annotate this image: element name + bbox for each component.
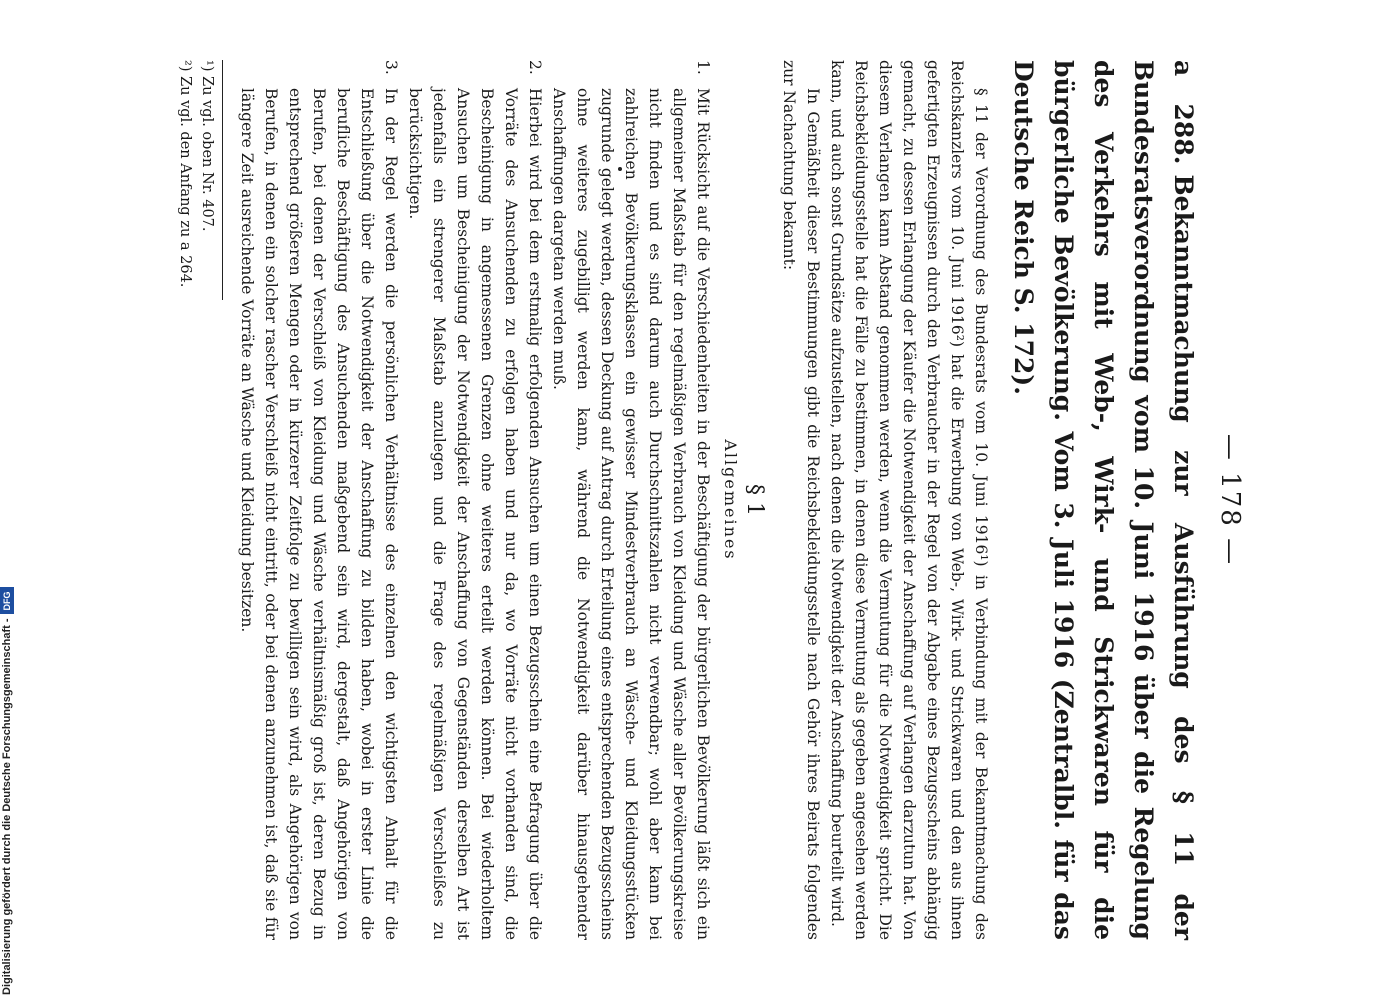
item-number: 1. — [694, 60, 712, 75]
item-text: Mit Rücksicht auf die Verschiedenheiten in der Beschäftigung der bürgerlichen Bevölkerung läßt sich ein allgemeiner Maßstab für den regelmäßigen Verbrauch von Kleidung und Wäsche aller Bevölkerungskreise nicht finden und es sind darum auch Durchschnittszahlen nicht verwendbar; wohl aber kann bei zahlreichen Bevölkerungsklassen ein gewisser Mindestverbrauch an Wäsche- und Kleidungsstücken zugrunde gelegt werden, dessen Deckung auf Antrag durch Erteilung eines entsprechenden Bezugsscheins ohne weiteres zugebilligt werden kann, während die Notwendigkeit darüber hinausgehender Anschaffungen dargetan werden muß. — [550, 88, 712, 940]
credit-text: Digitalisierung gefördert durch die Deutsche Forschungsgemeinschaft - — [1, 618, 13, 995]
heading-text: Bekanntmachung zur Ausführung des § 11 der Bundesratsverordnung vom 10. Juni 1916 über die Regelung des Verkehrs mit Web-, Wirk- und Strickwaren für die bürgerliche Bevölkerung. Vom 3. Juli 1916 (Zentralbl. für das Deutsche Reich S. 172). — [1009, 60, 1198, 941]
list-item — [235, 60, 403, 940]
list-item — [547, 60, 715, 940]
item-text: Hierbei wird bei dem erstmalig erfolgenden Ansuchen um einen Bezugsschein eine Befragung über die Vorräte des Ansuchenden zu erfolgen haben und nur da, wo Vorräte nicht vorhanden sind, die Bescheinigung in angemessenen Grenzen ohne weiteres erteilt werden können. Bei wiederholtem Ansuchen um Bescheinigung der Notwendigkeit der Anschaffung von Gegenständen derselben Art ist jedenfalls ein strengerer Maßstab anzulegen und die Frage des regelmäßigen Verschleißes zu berücksichtigen. — [406, 88, 544, 940]
section-title: § 1 — [742, 484, 767, 516]
document-page — [145, 60, 1245, 940]
heading-reference: a 288. — [1169, 60, 1198, 165]
footnote-divider — [222, 60, 223, 300]
page-number: — 178 — — [1215, 433, 1245, 567]
item-number: 2. — [526, 60, 544, 75]
footnote-2: ²) Zu vgl. den Anfang zu a 264. — [177, 60, 193, 288]
list-item — [403, 60, 547, 940]
item-number: 3. — [382, 60, 400, 75]
section-subtitle: Allgemeines — [721, 439, 740, 561]
document-heading — [1003, 60, 1203, 940]
numbered-list — [235, 60, 715, 940]
dfg-logo: DFG — [0, 587, 14, 614]
digitization-credit — [0, 587, 14, 995]
item-text: In der Regel werden die persönlichen Verhältnisse des einzelnen den wichtigsten Anhalt für die Entschließung über die Notwendigkeit der Anschaffung zu bilden haben, wobei in erster Linie die berufliche Beschäftigung des Ansuchenden maßgebend sein wird, dergestalt, daß Angehörigen von Berufen, bei denen der Verschleiß von Kleidung und Wäsche verhältnismäßig groß ist, deren Bezug in entsprechend größeren Mengen oder in kürzerer Zeitfolge zu bewilligen sein wird, als Angehörigen von Berufen, in denen ein solcher rascher Verschleiß nicht eintritt, oder bei denen anzunehmen ist, daß sie für längere Zeit ausreichende Vorräte an Wäsche und Kleidung besitzen. — [238, 88, 400, 940]
footnote-1: ¹) Zu vgl. oben Nr. 407. — [199, 60, 215, 232]
speck-mark — [618, 167, 622, 171]
intro-paragraph-2: In Gemäßheit dieser Bestimmungen gibt die Reichsbekleidungsstelle nach Gehör ihres Beirats folgendes zur Nachachtung bekannt: — [780, 60, 822, 940]
intro-paragraph-1: § 11 der Verordnung des Bundesrats vom 10. Juni 1916¹) in Verbindung mit der Bekanntmachung des Reichskanzlers vom 10. Juni 1916²) hat die Erwerbung von Web-, Wirk- und Strickwaren und den aus ihnen gefertigten Erzeugnissen durch den Verbraucher in der Regel von der Abgabe eines Bezugsscheins abhängig gemacht, zu dessen Erlangung der Käufer die Notwendigkeit der Anschaffung auf Verlangen darzutun hat. Von diesem Verlangen kann Abstand genommen werden, wenn die Vermutung für die Notwendigkeit spricht. Die Reichsbekleidungsstelle hat die Fälle zu bestimmen, in denen diese Vermutung als gegeben angesehen werden kann, und auch sonst Grundsätze aufzustellen, nach denen die Notwendigkeit der Anschaffung beurteilt wird. — [828, 60, 990, 940]
